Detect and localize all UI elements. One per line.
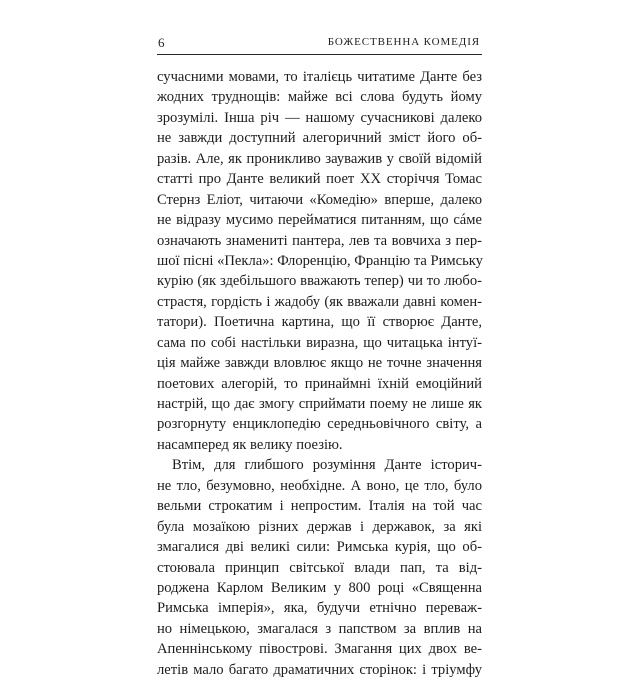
text-line: страстя, гордість і жадобу (як вважали давні комен- — [157, 293, 482, 310]
page-header — [157, 32, 482, 55]
text-line: курію (як здебільшого вважають тепер) чи то любо- — [157, 273, 482, 290]
text-line: насамперед як велику поезію. — [157, 436, 343, 453]
text-line: зрозумілі. Інша річ — нашому сучасникові далеко — [157, 109, 482, 126]
paragraph — [157, 67, 482, 455]
text-line: роджена Карлом Великим у 800 році «Священна — [157, 579, 482, 596]
page-number: 6 — [158, 35, 165, 50]
text-line: сучасними мовами, то італієць читатиме Данте без — [157, 69, 482, 85]
text-line: но німецькою, змагалася з папством за вплив на — [157, 620, 482, 637]
text-line: не відразу мусимо перейматися питанням, що сáме — [157, 212, 482, 229]
text-line: Римська імперія», яка, будучи етнічно переваж- — [157, 600, 482, 617]
text-line: змагалися дві великі сили: Римська курія, що об- — [157, 539, 482, 556]
text-line: жодних труднощів: майже всі слова будуть йому — [157, 89, 482, 106]
text-line: не завжди доступний алегоричний зміст його об- — [157, 130, 482, 147]
paragraph — [157, 455, 482, 680]
text-line: поетових алегорій, то принаймні їхній емоційний — [157, 375, 482, 392]
text-line: разів. Але, як проникливо зауважив у своїй відомій — [157, 150, 482, 167]
body-text — [157, 67, 482, 680]
text-line: татори). Поетична картина, що її створює Данте, — [157, 314, 482, 331]
text-line: була мозаїкою різних держав і державок, за які — [157, 518, 482, 535]
text-line: летів мало багато драматичних сторінок: і тріумфу — [157, 661, 482, 678]
text-line: вельми строкатим і непростим. Італія на той час — [157, 498, 482, 515]
text-line: розгорнуту енциклопедію середньовічного світу, а — [157, 416, 482, 433]
text-line: не тло, безумовно, необхідне. А воно, це тло, було — [157, 477, 482, 494]
text-line: настрій, що дає змогу сприймати поему не лише як — [157, 396, 482, 412]
text-line: означають знамениті пантера, лев та вовчиха з пер- — [157, 232, 482, 249]
text-line: Стернз Еліот, читаючи «Комедію» вперше, далеко — [157, 191, 482, 208]
text-line: Втім, для глибшого розуміння Данте історич- — [172, 457, 482, 474]
running-title: БОЖЕСТВЕННА КОМЕДІЯ — [327, 36, 480, 48]
text-line: стоювала принцип світської влади пап, та від- — [157, 559, 482, 576]
text-line: шої пісні «Пекла»: Флоренцію, Францію та Римську — [157, 252, 483, 269]
text-line: сама по собі настільки виразна, що читацька інтуї- — [157, 334, 482, 351]
text-line: статті про Данте великий поет XX сторіччя Томас — [157, 171, 482, 188]
text-line: Апеннінському півострові. Змагання цих двох ве- — [157, 641, 482, 658]
text-line: ція майже завжди вловлює якщо не точне значення — [157, 355, 482, 372]
